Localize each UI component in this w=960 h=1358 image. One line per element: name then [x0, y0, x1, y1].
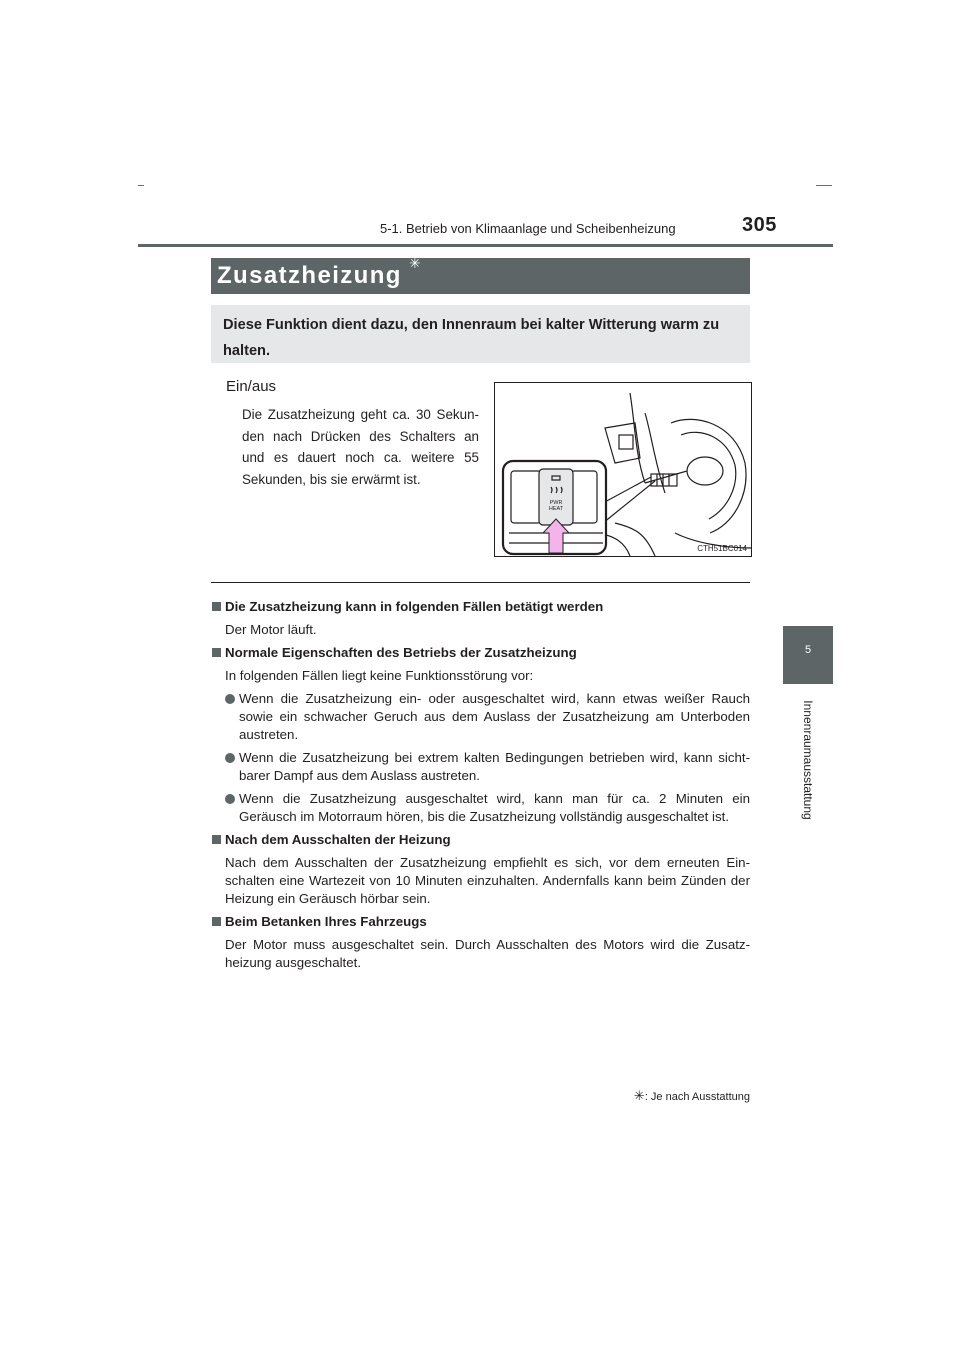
dashboard-drawing: [495, 383, 751, 556]
header-rule: [138, 244, 833, 247]
asterisk-icon: ✳: [633, 1088, 645, 1103]
section-header: 5-1. Betrieb von Klimaanlage und Scheibenheizung: [380, 221, 676, 236]
bullet-item: Wenn die Zusatzheizung ausgeschaltet wird, kann man für ca. 2 Minuten ein Geräusch im Motorraum hören, bis die Zusatzheizung vollständig ausgeschaltet ist.: [211, 790, 750, 826]
footnote: [600, 1088, 750, 1104]
button-label-2: HEAT: [548, 506, 564, 512]
info-section: [211, 644, 750, 826]
section-text: In folgenden Fällen liegt keine Funktionsstörung vor:: [225, 668, 534, 683]
section-divider: [211, 582, 750, 583]
intro-box: [211, 305, 750, 363]
page-title: Zusatzheizung: [217, 262, 402, 289]
section-heading: Nach dem Ausschalten der Heizung: [211, 831, 750, 849]
section-heading: Normale Eigenschaften des Betriebs der Zusatzheizung: [211, 644, 750, 662]
chapter-tab: 5: [783, 626, 833, 684]
item-title: Ein/aus: [226, 378, 277, 395]
section-text: Der Motor muss ausgeschaltet sein. Durch Ausschalten des Motors wird die Zusatzheizung ausgeschaltet.: [225, 937, 750, 970]
chapter-label: [770, 690, 846, 830]
bullet-item: Wenn die Zusatzheizung bei extrem kalten Bedingungen betrieben wird, kann sichtbarer Dampf aus dem Auslass austreten.: [211, 749, 750, 785]
page-number: 305: [742, 214, 777, 236]
chapter-label-text: Innenraumausstattung: [801, 700, 815, 820]
info-section: [211, 831, 750, 908]
section-text: Nach dem Ausschalten der Zusatzheizung empfiehlt es sich, vor dem erneuten Einschalten eine Wartezeit von 10 Minuten einzuhalten. Andernfalls kann beim Zünden der Heizung ein Geräusch hörbar sein.: [225, 855, 750, 906]
crop-mark-left: [138, 185, 144, 186]
info-sections: [211, 598, 750, 977]
info-section: [211, 598, 750, 639]
crop-mark-right: [816, 185, 832, 186]
item-description: Die Zusatzheizung geht ca. 30 Sekunden nach Drücken des Schalters an und es dauert noch ca. weitere 55 Sekunden, bis sie erwärmt ist.: [242, 407, 479, 487]
bullet-item: Wenn die Zusatzheizung ein- oder ausgeschaltet wird, kann etwas weißer Rauch sowie ein schwacher Geruch aus dem Auslass der Zusatzheizung am Unterboden austreten.: [211, 690, 750, 744]
section-heading: Beim Betanken Ihres Fahrzeugs: [211, 913, 750, 931]
asterisk-icon: ✳: [409, 255, 421, 271]
dashboard-illustration: [494, 382, 752, 557]
button-label-1: PWR: [549, 500, 563, 506]
footnote-text: : Je nach Ausstattung: [644, 1091, 750, 1103]
info-section: [211, 913, 750, 972]
section-text: Der Motor läuft.: [225, 622, 317, 637]
intro-text: Diese Funktion dient dazu, den Innenraum bei kalter Witterung warm zu halten.: [223, 317, 720, 359]
page-title-bar: [211, 255, 750, 294]
figure-code: CTH51BC014: [697, 544, 747, 553]
section-heading: Die Zusatzheizung kann in folgenden Fällen betätigt werden: [211, 598, 750, 616]
